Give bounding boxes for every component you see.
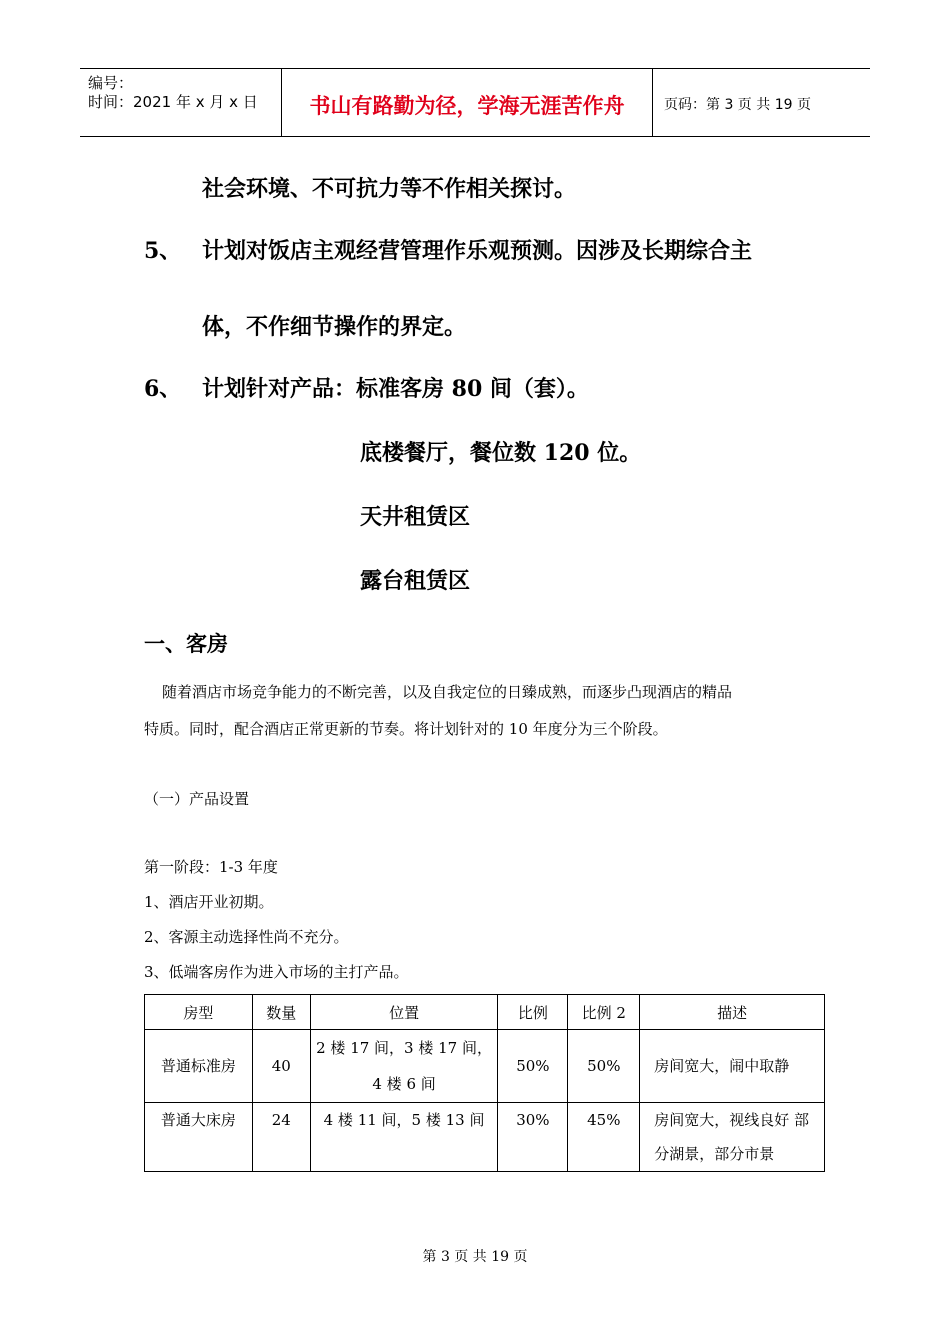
cell-quantity: 40	[252, 1030, 310, 1103]
point-2: 2、客源主动选择性尚不充分。	[144, 928, 349, 946]
item6-line1: 计划针对产品：标准客房 80 间（套）。	[202, 376, 589, 402]
room-table	[144, 994, 825, 1172]
header-ratio2: 比例 2	[568, 995, 640, 1030]
cell-room-type: 普通大床房	[145, 1103, 253, 1172]
cell-description: 房间宽大，视线良好 部分湖景，部分市景	[640, 1103, 825, 1172]
item6-line4: 露台租赁区	[360, 568, 471, 594]
table-row	[145, 1103, 825, 1172]
header-meta	[80, 69, 280, 136]
header-quantity: 数量	[252, 995, 310, 1030]
header-motto: 书山有路勤为径，学海无涯苦作舟	[281, 69, 653, 136]
cell-ratio2: 45%	[568, 1103, 640, 1172]
header-description: 描述	[640, 995, 825, 1030]
cell-ratio2: 50%	[568, 1030, 640, 1103]
env-line: 社会环境、不可抗力等不作相关探讨。	[202, 176, 577, 202]
section-title: 一、客房	[144, 631, 228, 656]
cell-description: 房间宽大，闹中取静	[640, 1030, 825, 1103]
header-page-info: 页码：第 3 页 共 19 页	[664, 96, 811, 113]
cell-location: 4 楼 11 间，5 楼 13 间	[310, 1103, 498, 1172]
item6-line2: 底楼餐厅，餐位数 120 位。	[360, 440, 642, 466]
header-ratio: 比例	[498, 995, 568, 1030]
page-footer: 第 3 页 共 19 页	[422, 1249, 528, 1265]
item5-line2: 体，不作细节操作的界定。	[202, 314, 467, 340]
paragraph-line1: 随着酒店市场竞争能力的不断完善，以及自我定位的日臻成熟，而逐步凸现酒店的精品	[162, 683, 733, 701]
header-room-type: 房型	[145, 995, 253, 1030]
cell-quantity: 24	[252, 1103, 310, 1172]
time-label: 时间：2021 年 x 月 x 日	[88, 93, 258, 111]
point-3: 3、低端客房作为进入市场的主打产品。	[144, 963, 409, 981]
item6-number: 6、	[144, 376, 182, 402]
table-header-row	[145, 995, 825, 1030]
cell-ratio: 30%	[498, 1103, 568, 1172]
cell-location: 2 楼 17 间，3 楼 17 间，4 楼 6 间	[310, 1030, 498, 1103]
item5-number: 5、	[144, 238, 182, 264]
item6-line3: 天井租赁区	[360, 504, 471, 530]
point-1: 1、酒店开业初期。	[144, 893, 274, 911]
stage-title: 第一阶段：1-3 年度	[144, 858, 278, 876]
cell-room-type: 普通标准房	[145, 1030, 253, 1103]
paragraph-line2: 特质。同时，配合酒店正常更新的节奏。将计划针对的 10 年度分为三个阶段。	[144, 720, 668, 738]
table-row	[145, 1030, 825, 1103]
item5-line1: 计划对饭店主观经营管理作乐观预测。因涉及长期综合主	[202, 238, 753, 264]
cell-ratio: 50%	[498, 1030, 568, 1103]
subsection-title: （一）产品设置	[144, 790, 250, 808]
page-header	[80, 68, 870, 137]
header-location: 位置	[310, 995, 498, 1030]
number-label: 编号：	[88, 74, 134, 92]
